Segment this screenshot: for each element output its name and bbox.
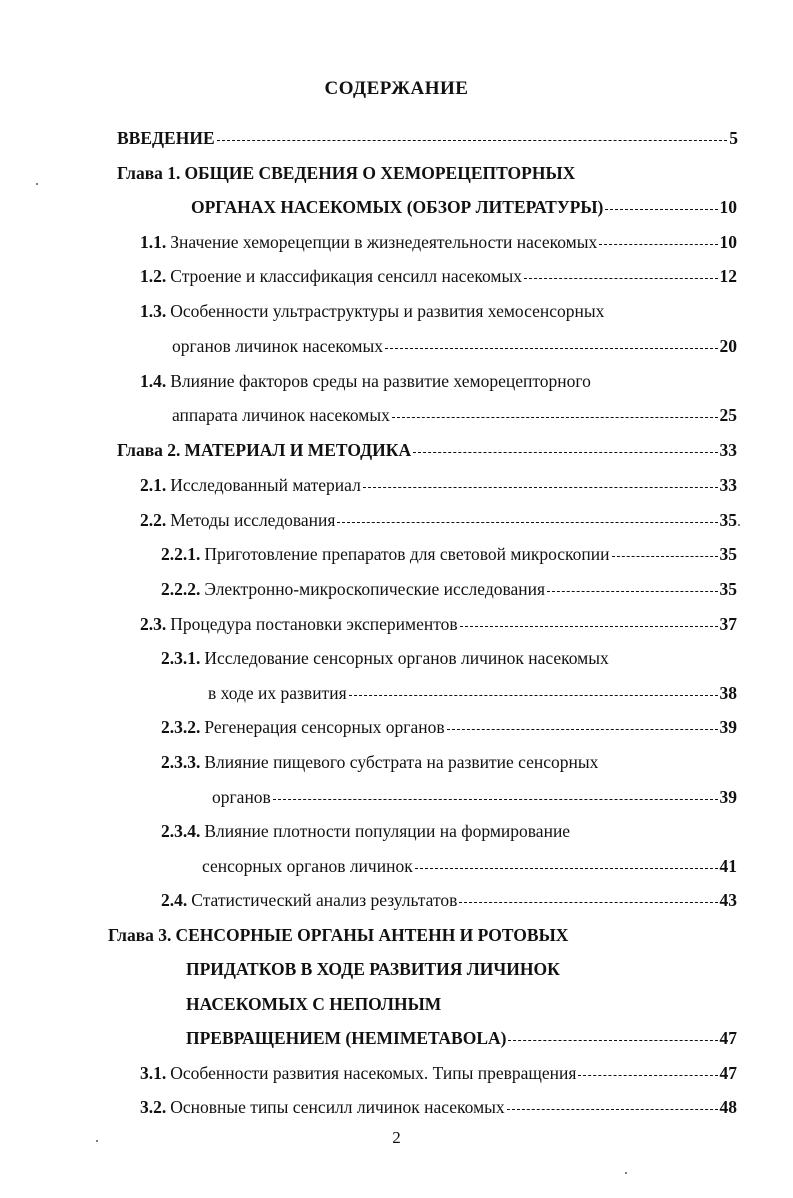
toc-entry (161, 751, 598, 773)
toc-entry (140, 231, 737, 253)
toc-entry-text: ОБЩИЕ СВЕДЕНИЯ О ХЕМОРЕЦЕПТОРНЫХ (184, 163, 576, 183)
toc-entry-text: Влияние плотности популяции на формирование (204, 821, 571, 841)
toc-entry (172, 404, 737, 426)
toc-entry-text: Исследованный материал (170, 475, 361, 495)
toc-entry-page: 10 (719, 197, 737, 217)
toc-entry (140, 613, 737, 635)
toc-entry (161, 543, 737, 565)
toc-leader-dots (349, 695, 718, 696)
toc-entry-text: Влияние факторов среды на развитие хеморецепторного (170, 371, 591, 391)
toc-entry-text: ПРИДАТКОВ В ХОДЕ РАЗВИТИЯ ЛИЧИНОК (186, 959, 560, 979)
toc-leader-dots (547, 591, 717, 592)
toc-leader-dots (415, 868, 718, 869)
toc-leader-dots (599, 244, 717, 245)
toc-entry-number: 2.3.1. (161, 648, 201, 668)
toc-entry-text: Методы исследования (170, 510, 336, 530)
toc-entry-text: ВВЕДЕНИЕ (117, 128, 215, 148)
toc-entry (117, 439, 737, 461)
scan-speck (96, 1140, 98, 1142)
toc-entry-number: 1.2. (140, 266, 167, 286)
toc-leader-dots (459, 902, 717, 903)
toc-leader-dots (524, 278, 718, 279)
toc-entry-page: 33 (719, 475, 737, 495)
toc-entry (161, 647, 609, 669)
toc-entry (212, 786, 737, 808)
toc-leader-dots (605, 209, 717, 210)
toc-leader-dots (273, 799, 718, 800)
toc-entry-page: 47 (719, 1028, 737, 1048)
toc-entry (140, 509, 737, 531)
toc-entry-page: 20 (719, 336, 737, 356)
toc-entry (208, 682, 737, 704)
toc-entry (202, 855, 737, 877)
toc-leader-dots (578, 1075, 717, 1076)
toc-entry (161, 716, 737, 738)
toc-entry-number: Глава 1. (117, 163, 181, 183)
page-title: СОДЕРЖАНИЕ (324, 78, 469, 99)
toc-entry-number: 2.3.3. (161, 752, 201, 772)
toc-entry (140, 370, 591, 392)
toc-entry-text: Строение и классификация сенсилл насекомых (170, 266, 522, 286)
toc-entry-page: 39 (719, 717, 737, 737)
toc-entry (108, 924, 568, 946)
toc-entry-page: 35 (719, 579, 737, 599)
toc-entry-text: в ходе их развития (208, 683, 347, 703)
toc-entry-page: 10 (719, 232, 737, 252)
toc-leader-dots (392, 417, 718, 418)
toc-leader-dots (507, 1109, 718, 1110)
toc-entry-page: 39 (719, 787, 737, 807)
toc-entry-page: 43 (719, 890, 737, 910)
toc-entry (191, 196, 737, 218)
toc-entry-number: 2.2.2. (161, 579, 201, 599)
toc-entry-text: Регенерация сенсорных органов (204, 717, 445, 737)
toc-entry-number: 3.1. (140, 1063, 167, 1083)
toc-entry-number: 2.4. (161, 890, 188, 910)
toc-entry-number: 1.1. (140, 232, 167, 252)
toc-entry-text: Основные типы сенсилл личинок насекомых (170, 1097, 505, 1117)
toc-entry-text: Значение хеморецепции в жизнедеятельности насекомых (170, 232, 598, 252)
toc-entry (172, 335, 737, 357)
toc-entry (186, 958, 560, 980)
toc-entry-number: 2.3.2. (161, 717, 201, 737)
scan-speck (738, 524, 740, 526)
toc-entry-text: аппарата личинок насекомых (172, 405, 390, 425)
toc-entry-page: 5 (729, 128, 738, 148)
toc-entry-number: Глава 2. (117, 440, 181, 460)
toc-leader-dots (385, 348, 718, 349)
toc-entry-text: НАСЕКОМЫХ С НЕПОЛНЫМ (186, 994, 442, 1014)
toc-entry-number: 3.2. (140, 1097, 167, 1117)
toc-entry-page: 48 (719, 1097, 737, 1117)
page-number: 2 (392, 1128, 401, 1147)
toc-entry-number: 2.2. (140, 510, 167, 530)
toc-entry (117, 127, 738, 149)
toc-entry-number: 2.2.1. (161, 544, 201, 564)
toc-entry (117, 162, 575, 184)
toc-entry-text: Статистический анализ результатов (191, 890, 458, 910)
toc-entry-text: МАТЕРИАЛ И МЕТОДИКА (184, 440, 412, 460)
toc-entry (140, 265, 737, 287)
toc-leader-dots (612, 556, 718, 557)
toc-entry (140, 1062, 737, 1084)
toc-entry-text: Электронно-микроскопические исследования (204, 579, 546, 599)
toc-leader-dots (447, 729, 718, 730)
toc-entry-number: 2.3.4. (161, 821, 201, 841)
toc-entry (140, 474, 737, 496)
toc-leader-dots (337, 522, 717, 523)
toc-entry-number: Глава 3. (108, 925, 172, 945)
toc-entry-page: 25 (719, 405, 737, 425)
toc-entry-number: 1.4. (140, 371, 167, 391)
scan-speck (625, 1172, 627, 1174)
toc-leader-dots (460, 626, 718, 627)
toc-entry-number: 2.1. (140, 475, 167, 495)
toc-entry-page: 38 (719, 683, 737, 703)
toc-entry (186, 1027, 737, 1049)
toc-entry-page: 35 (719, 510, 737, 530)
toc-entry-page: 35 (719, 544, 737, 564)
toc-entry-page: 12 (719, 266, 737, 286)
toc-entry-text: Влияние пищевого субстрата на развитие сенсорных (204, 752, 599, 772)
toc-entry (140, 300, 604, 322)
scan-speck (36, 183, 38, 185)
toc-entry-number: 1.3. (140, 301, 167, 321)
toc-entry (161, 889, 737, 911)
toc-entry-number: 2.3. (140, 614, 167, 634)
toc-entry-page: 37 (719, 614, 737, 634)
toc-leader-dots (363, 487, 718, 488)
toc-entry-text: сенсорных органов личинок (202, 856, 413, 876)
toc-entry (161, 578, 737, 600)
toc-entry-text: СЕНСОРНЫЕ ОРГАНЫ АНТЕНН И РОТОВЫХ (175, 925, 569, 945)
toc-entry-text: ОРГАНАХ НАСЕКОМЫХ (ОБЗОР ЛИТЕРАТУРЫ) (191, 197, 604, 217)
toc-entry-text: Особенности ультраструктуры и развития хемосенсорных (170, 301, 605, 321)
toc-entry-text: Приготовление препаратов для световой микроскопии (204, 544, 610, 564)
toc-entry-text: Процедура постановки экспериментов (170, 614, 458, 634)
toc-entry-page: 47 (719, 1063, 737, 1083)
toc-entry-text: ПРЕВРАЩЕНИЕМ (HEMIMETABOLA) (186, 1028, 507, 1048)
toc-entry-page: 33 (719, 440, 737, 460)
toc-entry-text: Исследование сенсорных органов личинок насекомых (204, 648, 609, 668)
toc-leader-dots (508, 1040, 717, 1041)
toc-entry-text: Особенности развития насекомых. Типы превращения (170, 1063, 577, 1083)
toc-leader-dots (217, 140, 728, 141)
toc-entry-text: органов личинок насекомых (172, 336, 383, 356)
toc-entry (186, 993, 441, 1015)
toc-leader-dots (413, 452, 717, 453)
toc-entry (161, 820, 570, 842)
toc-entry-text: органов (212, 787, 271, 807)
toc-entry-page: 41 (719, 856, 737, 876)
toc-entry (140, 1096, 737, 1118)
